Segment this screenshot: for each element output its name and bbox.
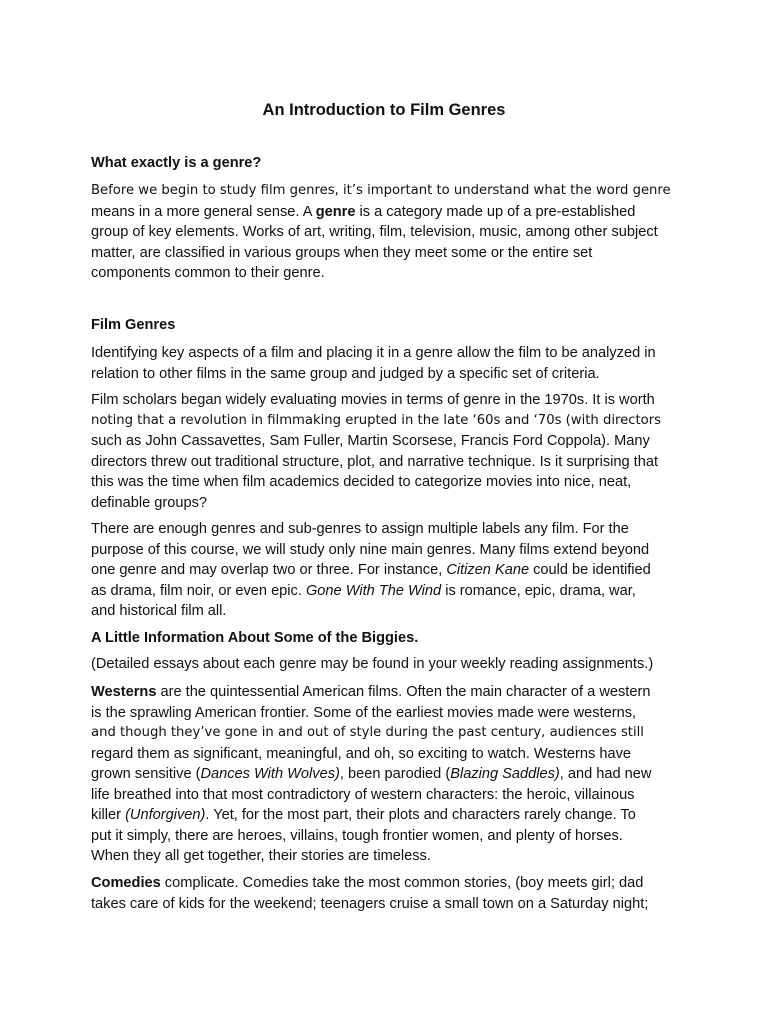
paragraph-line: components common to their genre. — [91, 265, 325, 281]
paragraph-line: noting that a revolution in filmmaking erupted in the late ‘60s and ‘70s (with directors — [91, 412, 662, 428]
film-title: Blazing Saddles) — [450, 766, 560, 782]
paragraph-line: group of key elements. Works of art, writing, film, television, music, among other subject — [91, 224, 658, 240]
paragraph-line: is the sprawling American frontier. Some of the earliest movies made were westerns, — [91, 704, 637, 721]
paragraph-line: Identifying key aspects of a film and placing it in a genre allow the film to be analyzed in — [91, 345, 656, 361]
paragraph-line: grown sensitive (Dances With Wolves), been parodied (Blazing Saddles), and had new — [91, 766, 652, 782]
paragraph-line: There are enough genres and sub-genres to assign multiple labels any film. For the — [91, 521, 629, 537]
paragraph-line: matter, are classified in various groups when they meet some or the entire set — [91, 244, 593, 261]
paragraph-line: (Detailed essays about each genre may be found in your weekly reading assignments.) — [91, 656, 654, 672]
paragraph-line: life breathed into that most contradictory of western characters: the heroic, villainous — [91, 786, 635, 803]
paragraph-line: definable groups? — [91, 494, 208, 511]
paragraph-line: put it simply, there are heroes, villains, tough frontier women, and plenty of horses. — [91, 827, 623, 844]
paragraph-comedies — [91, 873, 691, 914]
paragraph-line: means in a more general sense. A genre is a category made up of a pre-established — [91, 203, 636, 220]
paragraph-note — [91, 654, 691, 675]
paragraph-line: Comedies complicate. Comedies take the most common stories, (boy meets girl; dad — [91, 875, 644, 891]
genre-label-westerns: Westerns — [91, 684, 157, 700]
film-title: Dances With Wolves) — [200, 766, 340, 782]
paragraph-westerns — [91, 682, 691, 867]
film-title: (Unforgiven) — [125, 807, 206, 823]
paragraph-line: killer (Unforgiven). Yet, for the most part, their plots and characters rarely change. To — [91, 807, 636, 823]
film-title: Citizen Kane — [446, 562, 530, 578]
section-heading-biggies: A Little Information About Some of the Biggies. — [91, 630, 419, 646]
paragraph-identifying — [91, 343, 691, 384]
paragraph-line: relation to other films in the same group and judged by a specific set of criteria. — [91, 365, 600, 382]
paragraph-line: When they all get together, their stories are timeless. — [91, 848, 431, 864]
genre-label-comedies: Comedies — [91, 875, 161, 891]
paragraph-line: Westerns are the quintessential American films. Often the main character of a western — [91, 684, 651, 700]
paragraph-film-scholars — [91, 390, 691, 513]
paragraph-line: such as John Cassavettes, Sam Fuller, Martin Scorsese, Francis Ford Coppola). Many — [91, 433, 650, 449]
paragraph-genre-definition — [91, 181, 691, 284]
paragraph-line: this was the time when film academics decided to categorize movies into nice, neat, — [91, 474, 632, 490]
section-heading-genre: What exactly is a genre? — [91, 155, 262, 171]
paragraph-line: Film scholars began widely evaluating movies in terms of genre in the 1970s. It is worth — [91, 392, 655, 408]
paragraph-line: one genre and may overlap two or three. For instance, Citizen Kane could be identified — [91, 562, 651, 578]
film-title: Gone With The Wind — [305, 582, 442, 599]
paragraph-line: and historical film all. — [91, 603, 227, 619]
paragraph-line: takes care of kids for the weekend; teenagers cruise a small town on a Saturday night; — [91, 895, 649, 912]
paragraph-line: directors threw out traditional structure, plot, and narrative technique. Is it surprising that — [91, 453, 659, 470]
document-title: An Introduction to Film Genres — [262, 101, 506, 119]
section-heading-film-genres: Film Genres — [91, 317, 176, 333]
paragraph-line: and though they’ve gone in and out of style during the past century, audiences still — [91, 725, 644, 740]
paragraph-line: Before we begin to study film genres, it’s important to understand what the word genre — [91, 183, 671, 198]
paragraph-multiple-genres — [91, 519, 691, 622]
paragraph-line: purpose of this course, we will study only nine main genres. Many films extend beyond — [91, 541, 650, 558]
paragraph-line: as drama, film noir, or even epic. Gone With The Wind is romance, epic, drama, war, — [91, 582, 636, 599]
paragraph-line: regard them as significant, meaningful, and oh, so exciting to watch. Westerns have — [91, 745, 631, 762]
genre-term: genre — [315, 203, 356, 220]
